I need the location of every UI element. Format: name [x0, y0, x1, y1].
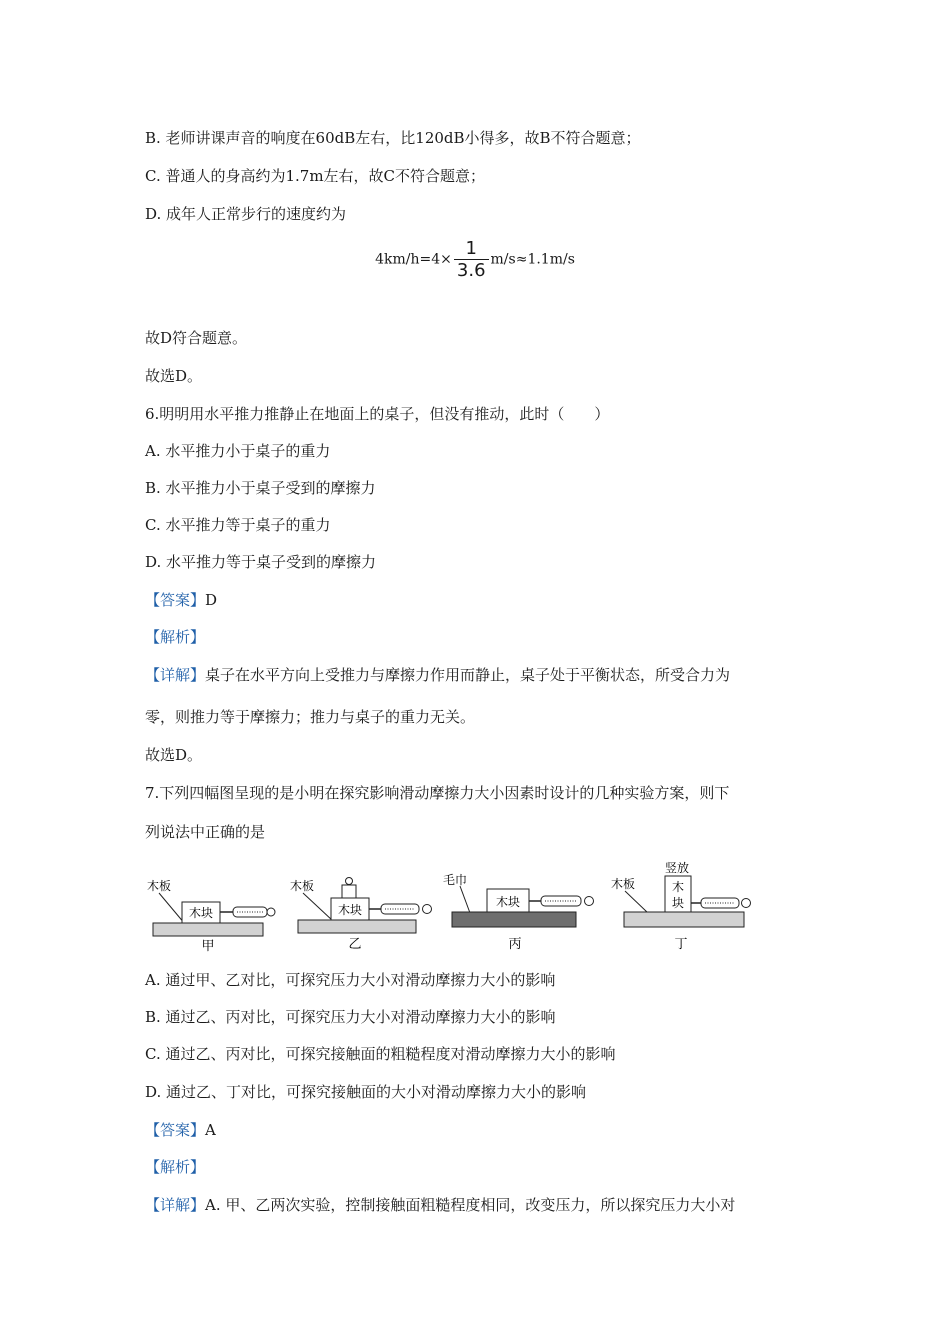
ding-block-label-2: 块 [671, 896, 685, 910]
q7-answer-label: 【答案】 [145, 1121, 206, 1139]
q6-option-b: B. 水平推力小于桌子受到的摩擦力 [145, 479, 376, 497]
q7-option-d: D. 通过乙、丁对比，可探究接触面的大小对滑动摩擦力大小的影响 [145, 1083, 587, 1101]
figure-jia [147, 878, 275, 954]
q6-option-c: C. 水平推力等于桌子的重力 [145, 516, 331, 534]
q7-option-b: B. 通过乙、丙对比，可探究压力大小对滑动摩擦力大小的影响 [145, 1008, 556, 1026]
jia-block-label: 木块 [188, 906, 214, 920]
q6-option-d: D. 水平推力等于桌子受到的摩擦力 [145, 553, 377, 571]
question-6: 6.明明用水平推力推静止在地面上的桌子，但没有推动，此时（ ） [145, 405, 610, 423]
q7-option-a: A. 通过甲、乙对比，可探究压力大小对滑动摩擦力大小的影响 [145, 971, 556, 989]
q7-detail-text: A. 甲、乙两次实验，控制接触面粗糙程度相同，改变压力，所以探究压力大小对 [205, 1196, 736, 1214]
figure-ding [611, 860, 751, 952]
ding-caption: 丁 [674, 937, 688, 952]
q7-analysis-label: 【解析】 [145, 1158, 206, 1176]
q6-answer [145, 590, 217, 610]
fraction-denominator: 3.6 [456, 260, 486, 281]
q6-choice: 故选D。 [145, 746, 203, 764]
q7-answer-value: A [205, 1121, 216, 1139]
ding-block-label-1: 木 [671, 880, 685, 894]
jia-surface-label: 木板 [147, 879, 172, 893]
yi-surface-label: 木板 [290, 879, 315, 893]
q7-answer [145, 1120, 216, 1140]
option-d-line: D. 成年人正常步行的速度约为 [145, 205, 347, 223]
conclusion-line: 故D符合题意。 [145, 329, 248, 347]
question-7: 7.下列四幅图呈现的是小明在探究影响滑动摩擦力大小因素时设计的几种实验方案，则下 [145, 784, 730, 802]
question-7-cont: 列说法中正确的是 [145, 823, 266, 841]
option-c-line: C. 普通人的身高约为1.7m左右，故C不符合题意； [145, 167, 486, 185]
formula-right: m/s≈1.1m/s [490, 251, 575, 268]
answer-value: D [205, 591, 218, 609]
q6-detail [145, 665, 730, 685]
bing-caption: 丙 [508, 937, 522, 952]
experiment-figures [145, 856, 805, 956]
q7-option-c: C. 通过乙、丙对比，可探究接触面的粗糙程度对滑动摩擦力大小的影响 [145, 1045, 616, 1063]
bing-block-label: 木块 [495, 895, 521, 909]
option-b-line: B. 老师讲课声音的响度在60dB左右，比120dB小得多，故B不符合题意； [145, 129, 641, 147]
jia-caption: 甲 [201, 939, 215, 954]
yi-block-label: 木块 [337, 903, 363, 917]
q6-analysis-label: 【解析】 [145, 628, 206, 646]
speed-formula [0, 238, 950, 281]
detail-label: 【详解】 [145, 666, 206, 684]
q7-detail [145, 1195, 735, 1215]
q7-detail-label: 【详解】 [145, 1196, 206, 1214]
choice-line: 故选D。 [145, 367, 203, 385]
figure-bing [443, 872, 594, 952]
formula-left: 4km/h=4× [375, 251, 452, 268]
q6-detail-cont: 零，则推力等于摩擦力；推力与桌子的重力无关。 [145, 708, 476, 726]
fraction-numerator: 1 [454, 238, 489, 260]
answer-label: 【答案】 [145, 591, 206, 609]
ding-orientation-note: 竖放 [665, 861, 690, 875]
yi-caption: 乙 [348, 937, 362, 952]
q6-option-a: A. 水平推力小于桌子的重力 [145, 442, 331, 460]
ding-surface-label: 木板 [611, 877, 636, 891]
bing-surface-label: 毛巾 [443, 873, 468, 887]
figure-yi [290, 878, 432, 953]
detail-text: 桌子在水平方向上受推力与摩擦力作用而静止，桌子处于平衡状态，所受合力为 [205, 666, 731, 684]
formula-fraction [454, 238, 489, 281]
